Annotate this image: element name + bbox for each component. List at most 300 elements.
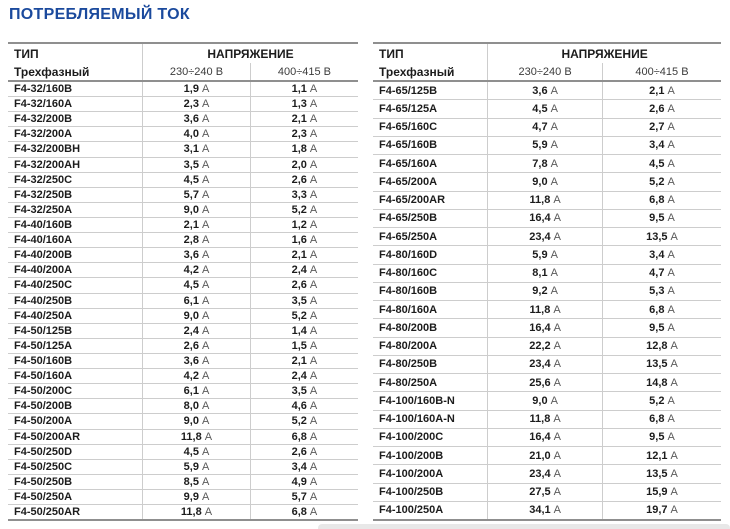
current-value: 6,1 [183, 385, 199, 398]
current-400v-cell [251, 430, 358, 444]
current-400v-cell [603, 283, 721, 300]
table-row [373, 484, 721, 502]
ampere-unit: А [201, 219, 210, 232]
ampere-unit: А [201, 339, 210, 352]
current-value: 9,5 [649, 321, 665, 334]
ampere-unit: А [204, 506, 213, 519]
model-cell: F4-50/200C [8, 384, 143, 398]
ampere-unit: А [553, 340, 561, 353]
current-400v-cell [251, 339, 358, 353]
voltage-230-header: 230÷240 В [143, 63, 251, 80]
current-value: 34,1 [529, 504, 551, 517]
table-row [373, 465, 721, 483]
current-value: 12,8 [646, 340, 668, 353]
current-400v-cell [251, 233, 358, 247]
ampere-unit: А [667, 194, 675, 207]
current-400v-cell [603, 192, 721, 209]
table-row [373, 447, 721, 465]
table-row [8, 97, 358, 112]
current-value: 11,8 [529, 413, 551, 426]
current-400v-cell [603, 137, 721, 154]
current-230v-cell [143, 505, 251, 519]
model-cell: F4-50/250AR [8, 505, 143, 519]
current-230v-cell [143, 97, 251, 111]
consumed-current-table-right [373, 42, 721, 521]
table-header-row-1 [373, 44, 721, 63]
table-row [373, 374, 721, 392]
current-value: 11,8 [180, 506, 202, 519]
current-230v-cell [488, 192, 603, 209]
current-value: 3,4 [291, 460, 307, 473]
model-cell: F4-32/250C [8, 173, 143, 187]
current-value: 3,6 [183, 249, 199, 262]
current-230v-cell [143, 309, 251, 323]
table-row [373, 338, 721, 356]
next-section-edge [318, 524, 730, 529]
current-value: 15,9 [646, 486, 668, 499]
current-400v-cell [251, 112, 358, 126]
ampere-unit: А [309, 445, 318, 458]
voltage-230-header: 230÷240 В [488, 63, 603, 80]
current-400v-cell [251, 309, 358, 323]
current-value: 1,8 [291, 143, 307, 156]
current-value: 8,1 [532, 267, 548, 280]
model-cell: F4-65/250B [373, 210, 488, 227]
current-value: 2,3 [183, 98, 199, 111]
ampere-unit: А [201, 491, 210, 503]
current-value: 5,7 [291, 491, 307, 503]
table-body [8, 82, 358, 519]
model-cell: F4-100/200A [373, 465, 488, 482]
current-400v-cell [251, 203, 358, 217]
current-230v-cell [143, 460, 251, 474]
current-value: 9,5 [649, 431, 665, 444]
ampere-unit: А [667, 303, 675, 316]
current-value: 23,4 [529, 230, 551, 243]
table-row [373, 173, 721, 191]
current-value: 4,9 [291, 475, 307, 488]
current-230v-cell [488, 155, 603, 172]
current-value: 2,4 [291, 264, 307, 277]
current-value: 5,9 [532, 139, 548, 152]
model-cell: F4-50/160B [8, 354, 143, 368]
table-row [8, 294, 358, 309]
ampere-unit: А [201, 249, 210, 262]
ampere-unit: А [309, 173, 318, 186]
ampere-unit: А [201, 83, 210, 96]
ampere-unit: А [667, 212, 675, 225]
model-cell: F4-100/160B-N [373, 392, 488, 409]
current-value: 2,6 [291, 173, 307, 186]
table-row [8, 339, 358, 354]
current-value: 9,0 [183, 203, 199, 216]
table-row [8, 414, 358, 429]
current-400v-cell [603, 411, 721, 428]
ampere-unit: А [553, 212, 561, 225]
current-230v-cell [143, 263, 251, 277]
current-400v-cell [251, 294, 358, 308]
current-value: 11,8 [529, 194, 551, 207]
current-400v-cell [251, 369, 358, 383]
ampere-unit: А [550, 248, 558, 261]
table-row [373, 119, 721, 137]
ampere-unit: А [553, 413, 561, 426]
current-value: 1,2 [291, 219, 307, 232]
current-value: 21,0 [529, 449, 551, 462]
current-230v-cell [143, 294, 251, 308]
current-230v-cell [143, 354, 251, 368]
ampere-unit: А [309, 249, 318, 262]
current-400v-cell [603, 265, 721, 282]
ampere-unit: А [670, 358, 678, 371]
table-row [8, 369, 358, 384]
model-cell: F4-80/200B [373, 319, 488, 336]
ampere-unit: А [667, 175, 675, 188]
current-value: 27,5 [529, 486, 551, 499]
current-value: 19,7 [646, 504, 668, 517]
type-header: ТИП [8, 44, 143, 63]
current-value: 14,8 [646, 376, 668, 389]
current-value: 5,2 [291, 415, 307, 428]
current-230v-cell [143, 399, 251, 413]
model-cell: F4-80/160C [373, 265, 488, 282]
current-400v-cell [603, 173, 721, 190]
model-cell: F4-65/160C [373, 119, 488, 136]
current-400v-cell [603, 429, 721, 446]
table-row [373, 265, 721, 283]
ampere-unit: А [309, 98, 318, 111]
ampere-unit: А [201, 128, 210, 141]
model-cell: F4-65/160A [373, 155, 488, 172]
ampere-unit: А [201, 188, 210, 201]
current-value: 5,2 [291, 203, 307, 216]
current-400v-cell [603, 319, 721, 336]
ampere-unit: А [201, 143, 210, 156]
table-body [373, 82, 721, 519]
ampere-unit: А [309, 188, 318, 201]
model-cell: F4-65/250A [373, 228, 488, 245]
current-400v-cell [251, 399, 358, 413]
current-230v-cell [488, 338, 603, 355]
current-value: 5,7 [183, 188, 199, 201]
table-row [8, 399, 358, 414]
ampere-unit: А [553, 504, 561, 517]
table-row [373, 392, 721, 410]
current-400v-cell [251, 248, 358, 262]
table-row [8, 248, 358, 263]
ampere-unit: А [201, 415, 210, 428]
table-row [8, 505, 358, 519]
table-row [8, 158, 358, 173]
current-230v-cell [143, 490, 251, 504]
current-value: 4,0 [183, 128, 199, 141]
table-row [8, 263, 358, 278]
table-row [373, 429, 721, 447]
model-cell: F4-32/200A [8, 127, 143, 141]
ampere-unit: А [670, 376, 678, 389]
phase-header: Трехфазный [373, 63, 488, 80]
current-230v-cell [488, 228, 603, 245]
current-400v-cell [251, 414, 358, 428]
current-value: 6,8 [649, 413, 665, 426]
current-value: 3,5 [183, 158, 199, 171]
current-value: 16,4 [529, 321, 551, 334]
current-230v-cell [488, 484, 603, 501]
current-400v-cell [603, 338, 721, 355]
model-cell: F4-40/200B [8, 248, 143, 262]
ampere-unit: А [201, 460, 210, 473]
page-title: ПОТРЕБЛЯЕМЫЙ ТОК [9, 6, 190, 23]
current-400v-cell [603, 246, 721, 263]
current-value: 1,4 [291, 324, 307, 337]
table-row [8, 218, 358, 233]
table-row [8, 475, 358, 490]
ampere-unit: А [553, 467, 561, 480]
ampere-unit: А [309, 128, 318, 141]
current-value: 11,8 [180, 430, 202, 443]
table-row [8, 233, 358, 248]
current-230v-cell [143, 233, 251, 247]
ampere-unit: А [201, 370, 210, 383]
ampere-unit: А [309, 385, 318, 398]
ampere-unit: А [553, 303, 561, 316]
model-cell: F4-100/250B [373, 484, 488, 501]
ampere-unit: А [670, 449, 678, 462]
current-400v-cell [603, 465, 721, 482]
model-cell: F4-32/160B [8, 82, 143, 96]
current-value: 6,1 [183, 294, 199, 307]
current-value: 6,8 [649, 194, 665, 207]
table-row [8, 445, 358, 460]
model-cell: F4-40/250C [8, 278, 143, 292]
current-230v-cell [488, 411, 603, 428]
current-value: 13,5 [646, 467, 668, 480]
table-row [8, 324, 358, 339]
table-row [8, 173, 358, 188]
table-row [8, 460, 358, 475]
table-row [8, 430, 358, 445]
current-230v-cell [143, 324, 251, 338]
model-cell: F4-80/160A [373, 301, 488, 318]
current-400v-cell [251, 278, 358, 292]
current-value: 4,7 [532, 121, 548, 134]
model-cell: F4-50/250C [8, 460, 143, 474]
current-value: 3,5 [291, 294, 307, 307]
table-row [8, 82, 358, 97]
ampere-unit: А [201, 113, 210, 126]
current-value: 8,0 [183, 400, 199, 413]
ampere-unit: А [550, 102, 558, 115]
model-cell: F4-50/250D [8, 445, 143, 459]
current-400v-cell [603, 356, 721, 373]
table-header-row-2 [373, 63, 721, 82]
ampere-unit: А [309, 430, 318, 443]
ampere-unit: А [309, 264, 318, 277]
ampere-unit: А [550, 175, 558, 188]
current-230v-cell [143, 158, 251, 172]
current-230v-cell [143, 445, 251, 459]
current-value: 13,5 [646, 230, 668, 243]
current-value: 4,5 [532, 102, 548, 115]
ampere-unit: А [201, 385, 210, 398]
ampere-unit: А [309, 339, 318, 352]
model-cell: F4-32/200B [8, 112, 143, 126]
ampere-unit: А [553, 358, 561, 371]
current-400v-cell [603, 82, 721, 99]
ampere-unit: А [201, 158, 210, 171]
ampere-unit: А [201, 234, 210, 247]
table-row [373, 301, 721, 319]
current-400v-cell [251, 97, 358, 111]
table-row [373, 356, 721, 374]
model-cell: F4-50/200A [8, 414, 143, 428]
current-230v-cell [143, 127, 251, 141]
current-230v-cell [488, 210, 603, 227]
current-230v-cell [143, 218, 251, 232]
ampere-unit: А [550, 121, 558, 134]
current-value: 23,4 [529, 358, 551, 371]
model-cell: F4-65/200AR [373, 192, 488, 209]
ampere-unit: А [670, 340, 678, 353]
current-value: 1,5 [291, 339, 307, 352]
model-cell: F4-65/160B [373, 137, 488, 154]
current-value: 11,8 [529, 303, 551, 316]
current-value: 9,0 [532, 175, 548, 188]
model-cell: F4-40/250B [8, 294, 143, 308]
current-230v-cell [143, 475, 251, 489]
current-400v-cell [603, 210, 721, 227]
ampere-unit: А [670, 504, 678, 517]
table-row [8, 203, 358, 218]
current-230v-cell [488, 283, 603, 300]
table-row [8, 384, 358, 399]
current-230v-cell [488, 137, 603, 154]
current-value: 2,3 [291, 128, 307, 141]
ampere-unit: А [550, 394, 558, 407]
ampere-unit: А [667, 267, 675, 280]
current-value: 1,9 [183, 83, 199, 96]
current-230v-cell [488, 392, 603, 409]
ampere-unit: А [201, 445, 210, 458]
current-400v-cell [251, 127, 358, 141]
ampere-unit: А [201, 309, 210, 322]
table-row [8, 142, 358, 157]
current-400v-cell [251, 505, 358, 519]
current-230v-cell [143, 188, 251, 202]
current-230v-cell [488, 356, 603, 373]
current-400v-cell [251, 173, 358, 187]
ampere-unit: А [667, 139, 675, 152]
ampere-unit: А [204, 430, 213, 443]
ampere-unit: А [201, 203, 210, 216]
ampere-unit: А [550, 139, 558, 152]
model-cell: F4-40/160B [8, 218, 143, 232]
ampere-unit: А [553, 194, 561, 207]
current-230v-cell [143, 414, 251, 428]
ampere-unit: А [309, 83, 318, 96]
voltage-400-header: 400÷415 В [635, 65, 689, 78]
ampere-unit: А [553, 230, 561, 243]
current-value: 2,8 [183, 234, 199, 247]
current-230v-cell [143, 369, 251, 383]
model-cell: F4-50/160A [8, 369, 143, 383]
model-cell: F4-32/200BH [8, 142, 143, 156]
current-value: 5,2 [291, 309, 307, 322]
current-230v-cell [488, 82, 603, 99]
current-230v-cell [488, 265, 603, 282]
ampere-unit: А [201, 324, 210, 337]
current-230v-cell [143, 203, 251, 217]
current-400v-cell [251, 460, 358, 474]
current-value: 2,1 [291, 355, 307, 368]
current-value: 5,2 [649, 175, 665, 188]
model-cell: F4-100/200B [373, 447, 488, 464]
current-400v-cell [251, 142, 358, 156]
table-header-row-1 [8, 44, 358, 63]
current-value: 4,2 [183, 370, 199, 383]
table-row [373, 137, 721, 155]
current-230v-cell [143, 430, 251, 444]
current-value: 12,1 [646, 449, 668, 462]
model-cell: F4-40/160A [8, 233, 143, 247]
model-cell: F4-80/160D [373, 246, 488, 263]
current-value: 5,9 [183, 460, 199, 473]
model-cell: F4-80/250A [373, 374, 488, 391]
current-230v-cell [143, 82, 251, 96]
model-cell: F4-65/125A [373, 100, 488, 117]
current-value: 2,0 [291, 158, 307, 171]
ampere-unit: А [309, 113, 318, 126]
model-cell: F4-50/125B [8, 324, 143, 338]
current-400v-cell [251, 445, 358, 459]
ampere-unit: А [553, 449, 561, 462]
current-400v-cell [603, 392, 721, 409]
ampere-unit: А [667, 121, 675, 134]
current-value: 3,3 [291, 188, 307, 201]
current-value: 1,1 [291, 83, 307, 96]
current-400v-cell [603, 100, 721, 117]
table-row [373, 228, 721, 246]
table-row [8, 309, 358, 324]
ampere-unit: А [309, 400, 318, 413]
model-cell: F4-50/250B [8, 475, 143, 489]
ampere-unit: А [309, 475, 318, 488]
current-value: 9,5 [649, 212, 665, 225]
current-value: 2,1 [291, 249, 307, 262]
ampere-unit: А [309, 460, 318, 473]
current-230v-cell [143, 339, 251, 353]
current-value: 4,5 [183, 279, 199, 292]
current-value: 6,8 [649, 303, 665, 316]
current-value: 6,8 [291, 430, 307, 443]
current-400v-cell [603, 484, 721, 501]
current-value: 3,6 [532, 84, 548, 97]
current-value: 6,8 [291, 506, 307, 519]
ampere-unit: А [201, 264, 210, 277]
ampere-unit: А [667, 248, 675, 261]
current-value: 4,5 [183, 173, 199, 186]
model-cell: F4-32/200AH [8, 158, 143, 172]
table-row [373, 319, 721, 337]
ampere-unit: А [309, 203, 318, 216]
current-value: 2,6 [649, 102, 665, 115]
current-value: 2,6 [291, 445, 307, 458]
current-value: 9,0 [183, 309, 199, 322]
current-value: 4,6 [291, 400, 307, 413]
current-value: 5,9 [532, 248, 548, 261]
ampere-unit: А [309, 294, 318, 307]
current-value: 9,0 [532, 394, 548, 407]
